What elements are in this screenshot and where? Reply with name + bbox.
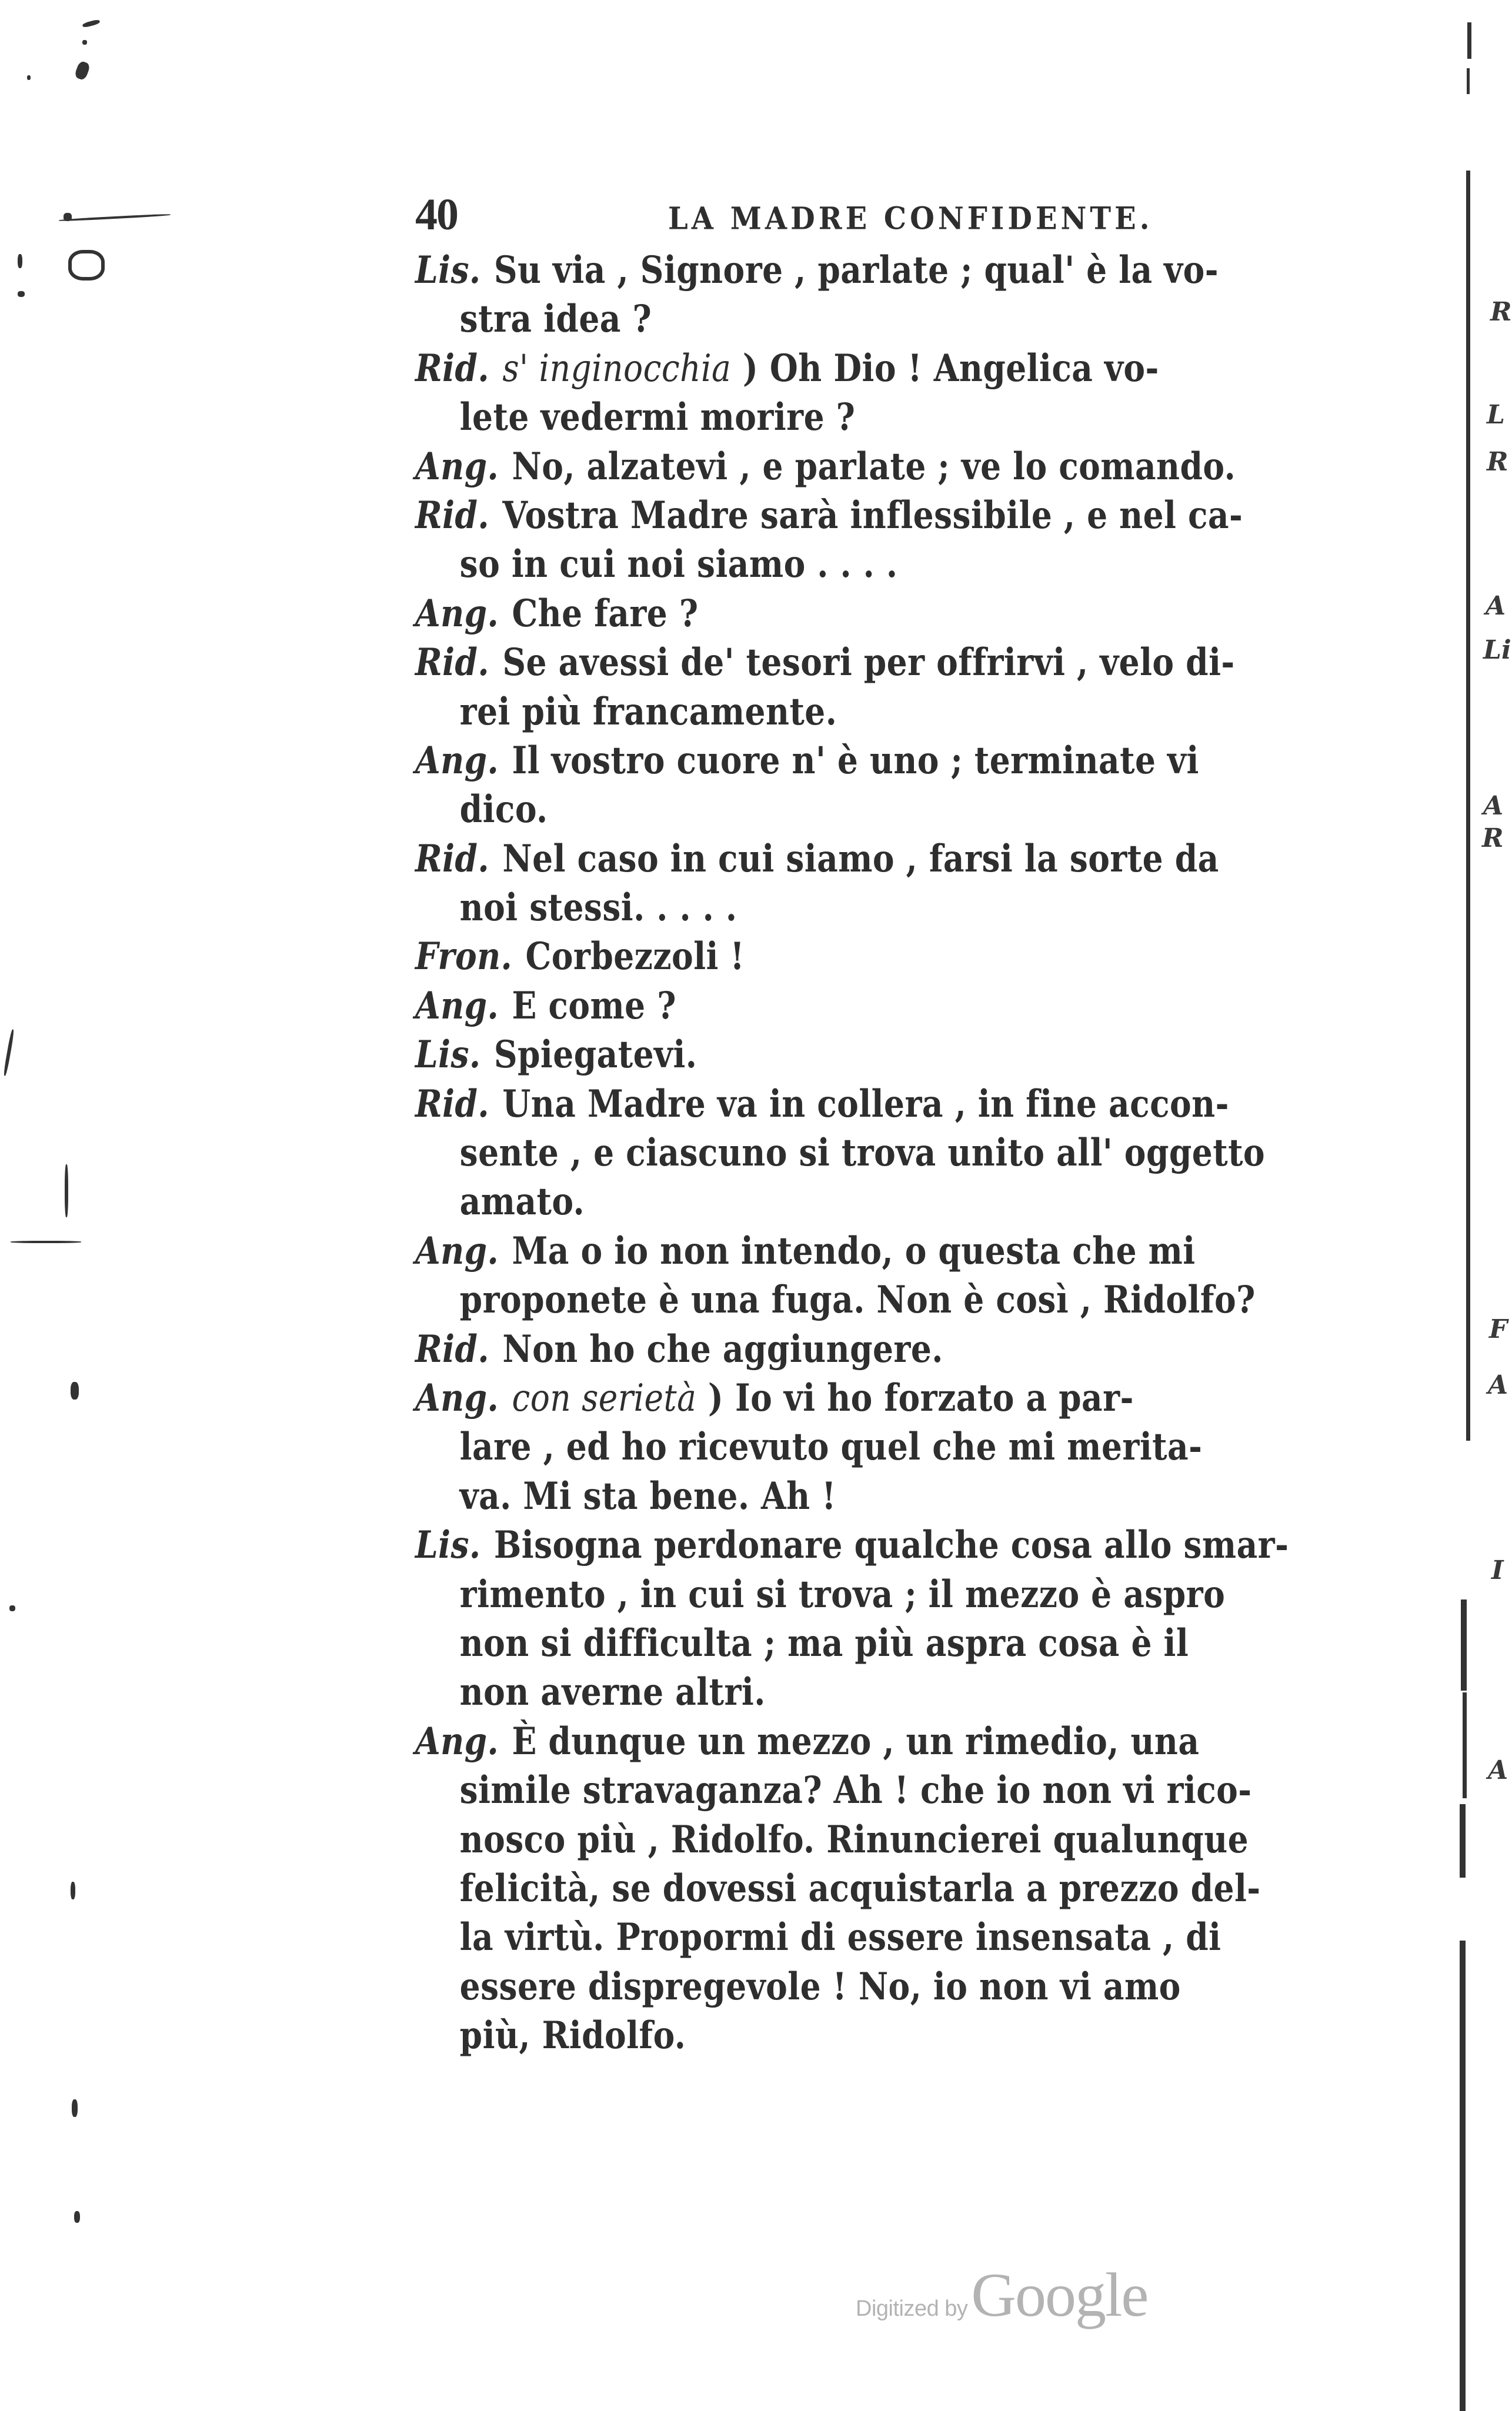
facing-page-glyph: A [1486,591,1506,621]
line-text: Su via , Signore , parlate ; qual' è la vo- [493,248,1219,292]
margin-speck [74,2211,80,2223]
line-text: Nel caso in cui siamo , farsi la sorte da [502,836,1219,881]
gutter-shadow-upper [1467,68,1470,94]
line-text: No, alzatevi , e parlate ; ve lo comando. [512,444,1236,489]
dialogue-continuation-line [415,1962,1275,2011]
speaker-name: Lis. [415,248,481,292]
margin-speck [71,1882,75,1899]
dialogue-continuation-line [415,1619,1275,1668]
line-text: simile stravaganza? Ah ! che io non vi rico- [459,1768,1252,1813]
speaker-name: Rid. [415,640,490,685]
margin-speck [3,1029,15,1076]
gutter-shadow-base [1460,1941,1466,2411]
line-text: Spiegatevi. [493,1033,697,1077]
dialogue-continuation-line [415,1128,1275,1177]
speaker-name: Rid. [415,1081,490,1126]
dialogue-continuation-line [415,1815,1275,1864]
line-text: ) Io vi ho forzato a par- [707,1375,1134,1420]
facing-page-glyph: A [1483,791,1504,821]
line-text: nosco più , Ridolfo. Rinuncierei qualunque [459,1817,1249,1862]
line-text: È dunque un mezzo , un rimedio, una [512,1719,1200,1764]
dialogue-continuation-line [415,1864,1275,1913]
line-text: Il vostro cuore n' è uno ; terminate vi [512,738,1199,783]
dialogue-continuation-line [415,1766,1275,1815]
margin-speck [68,250,105,280]
dialogue-line [415,1030,1275,1079]
dialogue-line [415,1374,1275,1422]
speaker-name: Fron. [415,934,513,979]
line-text: la virtù. Propormi di essere insensata , di [459,1915,1221,1960]
dialogue-continuation-line [415,785,1275,834]
speaker-name: Ang. [415,738,499,783]
line-text: amato. [459,1180,585,1224]
line-text: rimento , in cui si trova ; il mezzo è aspro [459,1572,1226,1617]
dialogue-continuation-line [415,1668,1275,1717]
facing-page-glyph: A [1488,1370,1508,1400]
gutter-shadow-lower [1461,1599,1467,1691]
dialogue-line [415,1080,1275,1128]
facing-page-glyph: R [1490,297,1512,327]
speaker-name: Ang. [415,1228,499,1273]
running-title: LA MADRE CONFIDENTE. [668,201,1153,237]
margin-speck [82,19,100,28]
line-text: sente , e ciascuno si trova unito all' oggetto [459,1131,1266,1176]
line-text: Se avessi de' tesori per offrirvi , velo di- [502,640,1235,685]
dialogue-continuation-line [415,687,1275,736]
facing-page-glyph: R [1482,823,1504,853]
dialogue-continuation-line [415,1570,1275,1619]
dialogue-line [415,834,1275,883]
margin-speck [59,213,171,222]
line-text: rei più francamente. [459,689,837,734]
dialogue-continuation-line [415,393,1275,442]
speaker-name: Ang. [415,983,499,1028]
facing-page-glyph: L [1487,400,1505,430]
line-text: Che fare ? [512,591,699,636]
gutter-shadow-top [1467,22,1471,59]
margin-speck [71,1382,79,1400]
line-text: noi stessi. . . . . [459,886,737,930]
dialogue-line [415,1521,1289,1570]
dialogue-continuation-line [415,1177,1275,1226]
dialogue-continuation-line [415,2011,1275,2060]
margin-speck [18,254,22,268]
margin-speck [9,1605,15,1611]
line-text: so in cui noi siamo . . . . [459,542,898,587]
facing-page-glyph: R [1487,447,1508,477]
dialogue-line [415,491,1275,540]
margin-speck [18,291,25,297]
speaker-name: Rid. [415,346,490,390]
line-text: non si difficulta ; ma più aspra cosa è il [459,1621,1189,1665]
stage-direction: con serietà [512,1376,697,1420]
facing-page-glyph: F [1489,1314,1508,1344]
facing-page-glyph: Li [1483,635,1511,665]
line-text: felicità, se dovessi acquistarla a prezzo del- [459,1866,1261,1911]
speaker-name: Lis. [415,1523,481,1568]
dialogue-line [415,589,1275,638]
line-text: stra idea ? [459,297,652,342]
dialogue-continuation-line [415,1913,1275,1962]
running-head [412,189,1235,242]
dialogue-line [415,736,1275,785]
margin-speck [82,40,87,45]
dialogue-continuation-line [415,1275,1275,1324]
speaker-name: Ang. [415,1375,499,1420]
line-text: Non ho che aggiungere. [502,1327,943,1371]
speaker-name: Ang. [415,1719,499,1764]
margin-speck [74,60,91,81]
line-text: non averne altri. [459,1670,766,1715]
gutter-shadow-lower2 [1463,1692,1467,1798]
margin-speck [64,213,72,221]
dialogue-line [415,344,1275,393]
speaker-name: Ang. [415,444,499,489]
line-text: lete vedermi morire ? [459,395,856,440]
speaker-name: Lis. [415,1033,481,1077]
line-text: Corbezzoli ! [525,934,745,979]
gutter-shadow-bottom [1460,1804,1466,1878]
margin-speck [27,75,31,80]
speaker-name: Rid. [415,493,490,537]
line-text: lare , ed ho ricevuto quel che mi merita- [459,1425,1203,1470]
gutter-shadow-mid [1466,171,1470,1441]
dialogue-line [415,246,1275,295]
margin-speck [72,2099,78,2117]
speaker-name: Ang. [415,591,499,636]
line-text: dico. [459,787,548,832]
line-text: Ma o io non intendo, o questa che mi [512,1228,1196,1273]
dialogue-line [415,1325,1275,1374]
dialogue-line [415,1227,1275,1275]
dialogue-line [415,442,1275,491]
line-text: più, Ridolfo. [459,2013,686,2058]
dialogue-continuation-line [415,1422,1275,1471]
line-text: essere dispregevole ! No, io non vi amo [459,1964,1181,2009]
stage-direction: s' inginocchia [502,346,732,390]
facing-page-glyph: I [1491,1555,1504,1585]
dialogue-continuation-line [415,295,1275,343]
margin-speck [65,1164,68,1217]
line-text: ) Oh Dio ! Angelica vo- [742,346,1159,390]
dialogue-continuation-line [415,883,1275,932]
google-logo-text: Google [971,2260,1148,2329]
page-number: 40 [415,190,458,239]
dialogue-line [415,1717,1275,1766]
line-text: Una Madre va in collera , in fine accon- [502,1081,1229,1126]
speaker-name: Rid. [415,836,490,881]
dialogue-line [415,981,1275,1030]
line-text: va. Mi sta bene. Ah ! [459,1474,836,1518]
digitized-by-google-watermark [856,2259,1148,2329]
line-text: proponete è una fuga. Non è così , Ridolfo? [459,1278,1256,1323]
margin-speck [11,1241,81,1243]
dialogue-text [415,246,1415,2060]
line-text: E come ? [512,983,676,1028]
facing-page-glyph: A [1488,1755,1508,1785]
line-text: Vostra Madre sarà inflessibile , e nel ca- [502,493,1243,537]
line-text: Bisogna perdonare qualche cosa allo smar- [493,1523,1289,1568]
speaker-name: Rid. [415,1327,490,1371]
dialogue-continuation-line [415,1472,1275,1521]
dialogue-line [415,932,1275,981]
dialogue-line [415,638,1275,687]
watermark-prefix: Digitized by [856,2296,968,2321]
dialogue-continuation-line [415,540,1275,589]
